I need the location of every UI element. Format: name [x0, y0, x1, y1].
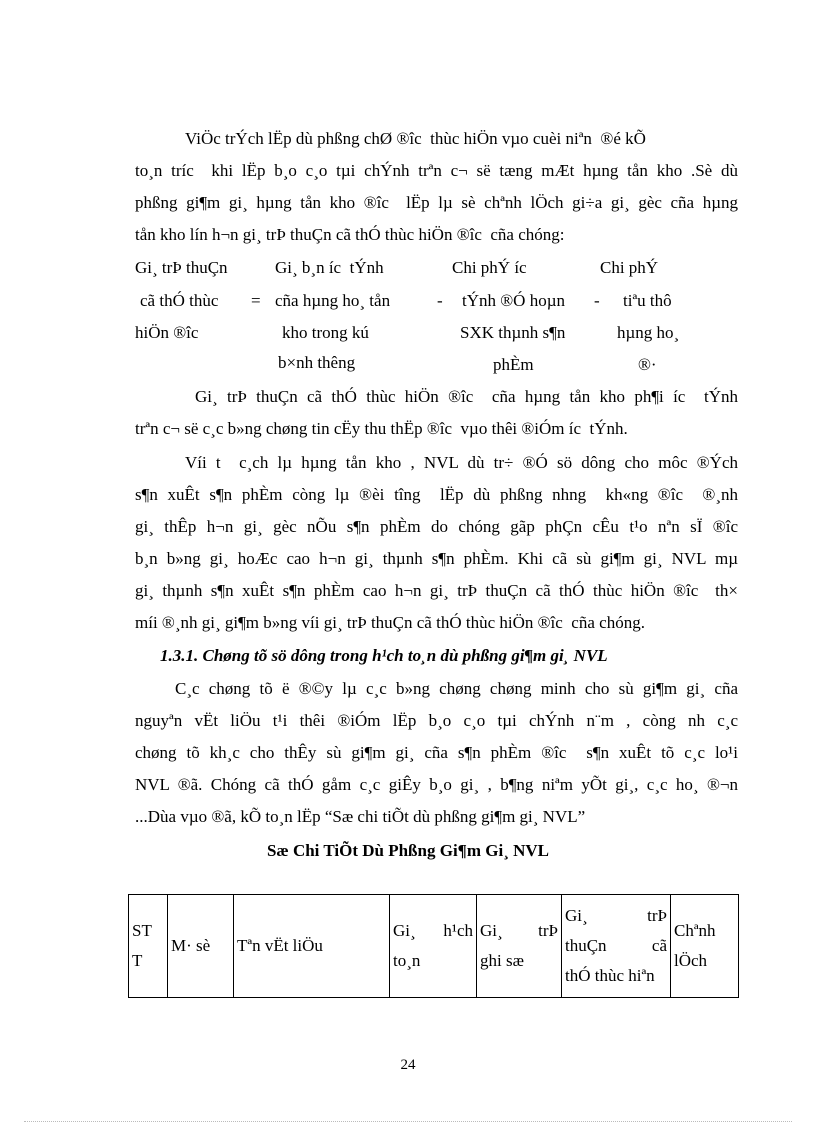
formula-col4-row3: hµng ho¸ — [617, 323, 680, 342]
section-heading: 1.3.1. Chøng tõ sö dông trong h¹ch to¸n dù phßng gi¶m gi¸ NVL — [160, 646, 608, 665]
header-chenh-lech: Chªnh lÖch — [671, 895, 739, 998]
formula-minus-1: - — [437, 291, 443, 310]
paragraph-3-line-2: s¶n xuÊt s¶n phÈm còng lµ ®èi tîng lËp dù phßng nhng kh«ng ®îc ®¸nh — [135, 485, 738, 504]
formula-equals: = — [251, 291, 261, 310]
header-ma-so: M· sè — [168, 895, 234, 998]
provision-ledger-table — [128, 894, 739, 998]
formula-col1-row1: Gi¸ trÞ thuÇn — [135, 258, 228, 277]
formula-col4-row4: ®· — [638, 355, 657, 374]
formula-col3-row4: phÈm — [493, 355, 534, 374]
table-header-row — [129, 895, 739, 998]
paragraph-4-line-4: NVL ®ã. Chóng cã thÓ gåm c¸c giÊy b¸o gi¸ , b¶ng niªm yÕt gi¸, c¸c ho¸ ®¬n — [135, 775, 738, 794]
formula-col3-row2: tÝnh ®Ó hoµn — [462, 291, 565, 310]
header-ten-vat-lieu: Tªn vËt liÖu — [234, 895, 390, 998]
paragraph-1-line-2: to¸n tríc khi lËp b¸o c¸o tµi chÝnh trªn c¬ së tæng mÆt hµng tån kho .Sè dù — [135, 161, 738, 180]
paragraph-4-line-1: C¸c chøng tõ ë ®©y lµ c¸c b»ng chøng chøng minh cho sù gi¶m gi¸ cña — [175, 679, 738, 698]
paragraph-2-line-2: trªn c¬ së c¸c b»ng chøng tin cËy thu thËp ®îc vµo thêi ®iÓm íc tÝnh. — [135, 419, 628, 438]
header-gia-tri-ghi-so: Gi¸ trÞ ghi sæ — [477, 895, 562, 998]
formula-col4-row1: Chi phÝ — [600, 258, 659, 277]
formula-minus-2: - — [594, 291, 600, 310]
formula-col2-row2: cña hµng ho¸ tån — [275, 291, 391, 310]
formula-col2-row3: kho trong kú — [282, 323, 369, 342]
header-gia-tri-thuan: Gi¸ trÞ thuÇn cã thÓ thùc hiªn — [562, 895, 671, 998]
paragraph-3-line-5: gi¸ thµnh s¶n xuÊt s¶n phÈm cao h¬n gi¸ trÞ thuÇn cã thÓ thùc hiÖn ®îc th× — [135, 581, 738, 600]
paragraph-4-line-3: chøng tõ kh¸c cho thÊy sù gi¶m gi¸ cña s¶n phÈm ®îc s¶n xuÊt tõ c¸c lo¹i — [135, 743, 738, 762]
header-stt: ST T — [129, 895, 168, 998]
paragraph-4-line-2: nguyªn vËt liÖu t¹i thêi ®iÓm lËp b¸o c¸o tµi chÝnh n¨m , còng nh c¸c — [135, 711, 738, 730]
paragraph-1-line-4: tån kho lín h¬n gi¸ trÞ thuÇn cã thÓ thùc hiÖn ®îc cña chóng: — [135, 225, 565, 244]
paragraph-3-line-1: Víi t c¸ch lµ hµng tån kho , NVL dù tr÷ ®Ó sö dông cho môc ®Ých — [185, 453, 738, 472]
table-title: Sæ Chi TiÕt Dù Phßng Gi¶m Gi¸ NVL — [266, 841, 550, 860]
paragraph-1-line-3: phßng gi¶m gi¸ hµng tån kho ®îc lËp lµ sè chªnh lÖch gi÷a gi¸ gèc cña hµng — [135, 193, 738, 212]
formula-col2-row1: Gi¸ b¸n íc tÝnh — [275, 258, 384, 277]
footer-divider — [24, 1121, 792, 1122]
page-number: 24 — [400, 1057, 416, 1073]
formula-col3-row3: SXK thµnh s¶n — [460, 323, 566, 342]
paragraph-3-line-6: míi ®¸nh gi¸ gi¶m b»ng víi gi¸ trÞ thuÇn cã thÓ thùc hiÖn ®îc cña chóng. — [135, 613, 645, 632]
paragraph-3-line-4: b¸n b»ng gi¸ hoÆc cao h¬n gi¸ thµnh s¶n phÈm. Khi cã sù gi¶m gi¸ NVL mµ — [135, 549, 738, 568]
formula-col1-row3: hiÖn ®îc — [135, 323, 199, 342]
formula-col3-row1: Chi phÝ íc — [452, 258, 527, 277]
paragraph-4-line-5: ...Dùa vµo ®ã, kÕ to¸n lËp “Sæ chi tiÕt dù phßng gi¶m gi¸ NVL” — [135, 807, 586, 826]
paragraph-2-line-1: Gi¸ trÞ thuÇn cã thÓ thùc hiÖn ®îc cña hµng tån kho ph¶i íc tÝnh — [195, 387, 738, 406]
paragraph-3-line-3: gi¸ thÊp h¬n gi¸ gèc nÕu s¶n phÈm do chóng gãp phÇn cÊu t¹o nªn sÏ ®îc — [135, 517, 738, 536]
paragraph-1-line-1: ViÖc trÝch lËp dù phßng chØ ®îc thùc hiÖn vµo cuèi niªn ®é kÕ — [185, 129, 646, 148]
formula-col1-row2: cã thÓ thùc — [140, 291, 219, 310]
formula-col2-row4: b×nh thêng — [278, 353, 356, 372]
header-gia-hach-toan: Gi¸ h¹ch to¸n — [390, 895, 477, 998]
formula-col4-row2: tiªu thô — [623, 291, 672, 310]
